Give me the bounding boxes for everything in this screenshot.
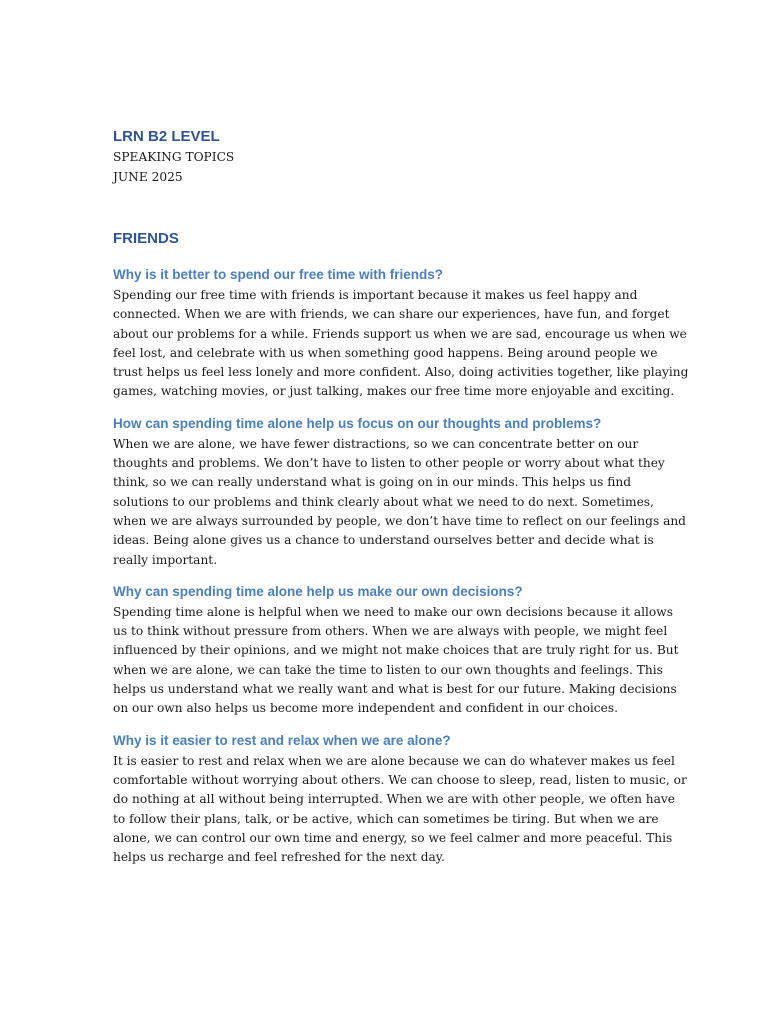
answer-line: think, so we can really understand what is going on in our minds. This helps us find bbox=[113, 475, 632, 490]
answer-line: on our own also helps us become more independent and confident in our choices. bbox=[113, 701, 618, 716]
answer-paragraph bbox=[113, 286, 689, 402]
answer-line: about our problems for a while. Friends support us when we are sad, encourage us when we bbox=[113, 326, 687, 341]
answer-paragraph bbox=[113, 603, 679, 719]
answer-line: when we are alone, we can take the time to listen to our own thoughts and feelings. This bbox=[113, 662, 663, 677]
qa-block bbox=[113, 731, 687, 868]
document-subtitle: SPEAKING TOPICS bbox=[113, 150, 235, 164]
answer-line: influenced by their opinions, and we might not make choices that are truly right for us. But bbox=[113, 643, 679, 658]
answer-line: alone, we can control our own time and energy, so we feel calmer and more peaceful. This bbox=[113, 830, 673, 845]
answer-paragraph bbox=[113, 752, 687, 868]
answer-paragraph bbox=[113, 435, 686, 570]
qa-block bbox=[113, 582, 679, 719]
answer-line: when we are always surrounded by people, we don’t have time to reflect on our feelings and bbox=[113, 513, 686, 528]
answer-line: ideas. Being alone gives us a chance to understand ourselves better and decide what is bbox=[113, 533, 654, 548]
answer-line: Spending time alone is helpful when we need to make our own decisions because it allows bbox=[113, 604, 673, 619]
answer-line: helps us understand what we really want and what is best for our future. Making decisions bbox=[113, 682, 677, 697]
answer-line: trust helps us feel less lonely and more confident. Also, doing activities together, like playing bbox=[113, 365, 689, 380]
answer-line: to follow their plans, talk, or be active, which can sometimes be tiring. But when we are bbox=[113, 811, 659, 826]
qa-block bbox=[113, 265, 689, 402]
question-heading: Why can spending time alone help us make our own decisions? bbox=[113, 583, 523, 599]
document-page bbox=[113, 127, 689, 867]
answer-line: Spending our free time with friends is important because it makes us feel happy and bbox=[113, 288, 638, 302]
answer-line: solutions to our problems and think clearly about what we need to do next. Sometimes, bbox=[113, 494, 654, 509]
section-title: FRIENDS bbox=[113, 230, 179, 247]
answer-line: do nothing at all without being interrupted. When we are with other people, we often have bbox=[113, 792, 676, 807]
question-heading: Why is it better to spend our free time with friends? bbox=[113, 267, 444, 282]
answer-line: thoughts and problems. We don’t have to listen to other people or worry about what they bbox=[113, 456, 665, 471]
question-heading: How can spending time alone help us focus on our thoughts and problems? bbox=[113, 415, 602, 431]
document-title: LRN B2 LEVEL bbox=[113, 128, 220, 145]
answer-line: When we are alone, we have fewer distractions, so we can concentrate better on our bbox=[113, 436, 639, 451]
answer-line: really important. bbox=[113, 552, 218, 567]
document-date: JUNE 2025 bbox=[113, 170, 183, 184]
answer-line: connected. When we are with friends, we can share our experiences, have fun, and forget bbox=[113, 307, 670, 322]
answer-line: games, watching movies, or just talking, makes our free time more enjoyable and exciting. bbox=[113, 384, 675, 399]
answer-line: helps us recharge and feel refreshed for the next day. bbox=[113, 850, 445, 865]
answer-line: feel lost, and celebrate with us when something good happens. Being around people we bbox=[113, 345, 658, 360]
question-heading: Why is it easier to rest and relax when we are alone? bbox=[113, 732, 451, 748]
answer-line: comfortable without worrying about others. We can choose to sleep, read, listen to music, or bbox=[113, 772, 687, 787]
answer-line: It is easier to rest and relax when we are alone because we can do whatever makes us feel bbox=[113, 753, 675, 768]
answer-line: us to think without pressure from others. When we are always with people, we might feel bbox=[113, 624, 668, 639]
qa-block bbox=[113, 414, 686, 570]
